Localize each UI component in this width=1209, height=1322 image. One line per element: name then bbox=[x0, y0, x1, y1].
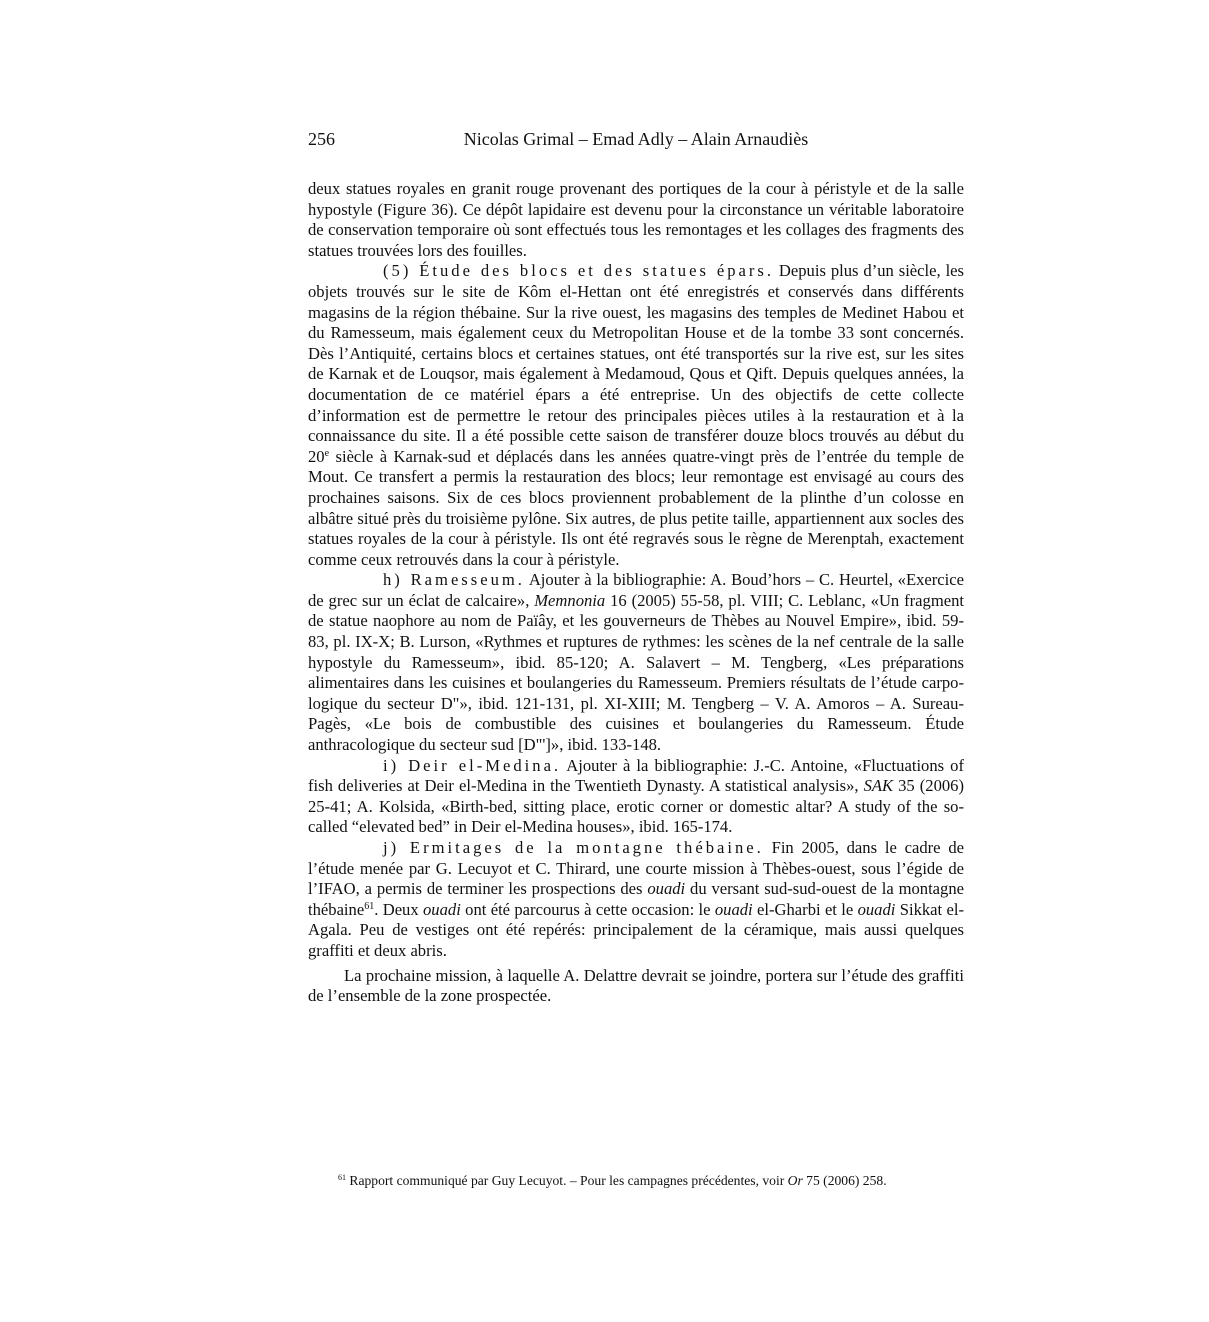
footnote-reference: 61 bbox=[364, 900, 375, 912]
paragraph-ermitages: j) Ermitages de la montagne thébaine. Fin 2005, dans le cadre de l’étude menée par G. Lecuyot et C. Thirard, une courte mission à Thèbes-ouest, sous l’égide de l’IFAO, a permis de terminer les prospections des ouadi du versant sud-sud-ouest de la montagne thébaine$^{61}$. Deux ouadi ont été parcourus à cette occasion: le ouadi el-Gharbi et le ouadi Sikkat el-Agala. Peu de vestiges ont été repérés: principalement de la céramique, mais aussi quelques graffiti et deux abris. bbox=[308, 838, 964, 960]
italic-term: ouadi bbox=[647, 879, 686, 899]
italic-journal-title: Memnonia bbox=[534, 590, 606, 610]
paragraph-prochaine-mission: La prochaine mission, à laquelle A. Delattre devrait se joindre, portera sur l’étude des graffiti de l’ensemble de la zone prospectée. bbox=[308, 965, 964, 1006]
footnote: $^{61}$ Rapport communiqué par Guy Lecuyot. – Pour les campagnes précédentes, voir Or 75 (2006) 258. bbox=[338, 1173, 887, 1188]
section-heading: i) Deir el-Medina. bbox=[383, 755, 562, 775]
running-head bbox=[308, 127, 964, 151]
italic-term: ouadi bbox=[714, 899, 753, 919]
paragraph-deir-el-medina: i) Deir el-Medina. Ajouter à la bibliographie: J.-C. Antoine, «Fluctuations of fish deliveries at Deir el-Medina in the Twentieth Dynasty. A statistical analysis», SAK 35 (2006) 25-41; A. Kolsida, «Birth-bed, sitting place, erotic corner or domestic altar? A study of the so-called “elevated bed” in Deir el-Medina houses», ibid. 165-174. bbox=[308, 755, 964, 837]
body-text bbox=[308, 179, 964, 1007]
running-title: Nicolas Grimal – Emad Adly – Alain Arnaudiès bbox=[463, 129, 809, 149]
superscript: e bbox=[324, 447, 330, 459]
italic-term: ouadi bbox=[857, 899, 896, 919]
paragraph-ramesseum: h) Ramesseum. Ajouter à la bibliographie: A. Boud’hors – C. Heurtel, «Exercice de grec sur un éclat de calcaire», Memnonia 16 (2005) 55-58, pl. VIII; C. Leblanc, «Un fragment de statue naophore au nom de Païây, et les gouverneurs de Thèbes au Nouvel Empire», ibid. 59-83, pl. IX-X; B. Lurson, «Rythmes et ruptures de rythmes: les scènes de la nef centrale de la salle hypostyle du Ramesseum», ibid. 85-120; A. Salavert – M. Tengberg, «Les préparations alimentaires dans les cuisines et boulangeries du Ramesseum. Premiers résultats de l’étude carpologique du secteur D"», ibid. 121-131, pl. XI-XIII; M. Tengberg – V. A. Amoros – A. Sureau-Pagès, «Le bois de combustible des cuisines et boulangeries du Ramesseum. Étude anthracologique du secteur sud [D"']», ibid. 133-148. bbox=[308, 570, 965, 755]
page-number: 256 bbox=[308, 129, 335, 149]
section-heading: (5) Étude des blocs et des statues épars. bbox=[383, 261, 774, 281]
paragraph-etude-des-blocs: (5) Étude des blocs et des statues épars. Depuis plus d’un siècle, les objets trouvés sur le site de Kôm el-Hettan ont été enregistrés et conservés dans différents magasins de la région thébaine. Sur la rive ouest, les magasins des temples de Medinet Habou et du Ramesseum, mais également ceux du Metropolitan House et de la tombe 33 sont concernés. Dès l’Antiquité, certains blocs et certaines statues, ont été transportés sur la rive est, sur les sites de Karnak et de Louqsor, mais également à Medamoud, Qous et Qift. Depuis quelques années, la documentation de ce matériel épars a été entreprise. Un des objectifs de cette collecte d’information est de permettre le retour des principales pièces utiles à la restauration et à la connaissance du site. Il a été possible cette saison de transférer douze blocs trouvés au début du 20e siècle à Karnak-sud et déplacés dans les années quatre-vingt près de l’entrée du temple de Mout. Ce transfert a permis la restauration des blocs; leur remontage est envisagé au cours des prochaines saisons. Six de ces blocs proviennent probablement de la plinthe d’un colosse en albâtre situé près du troisième pylône. Six autres, de plus petite taille, appartiennent aux socles des statues royales de la cour à péristyle. Ils ont été regravés sous le règne de Merenptah, exactement comme ceux retrouvés dans la cour à péristyle. bbox=[308, 261, 965, 569]
italic-journal-title: Or bbox=[787, 1173, 803, 1188]
italic-term: ouadi bbox=[423, 899, 461, 919]
section-heading: h) Ramesseum. bbox=[383, 570, 525, 590]
italic-journal-title: SAK bbox=[863, 776, 894, 796]
footnote-number: 61 bbox=[338, 1173, 346, 1182]
section-heading: j) Ermitages de la montagne thébaine. bbox=[383, 838, 764, 857]
paragraph-depot-lapidaire: deux statues royales en granit rouge provenant des portiques de la cour à péristyle et de la salle hypostyle (Figure 36). Ce dépôt lapidaire est devenu pour la circonstance un véritable laboratoire de conservation temporaire où sont effectués tous les remontages et les collages des fragments des statues trouvées lors des fouilles. bbox=[308, 179, 964, 260]
